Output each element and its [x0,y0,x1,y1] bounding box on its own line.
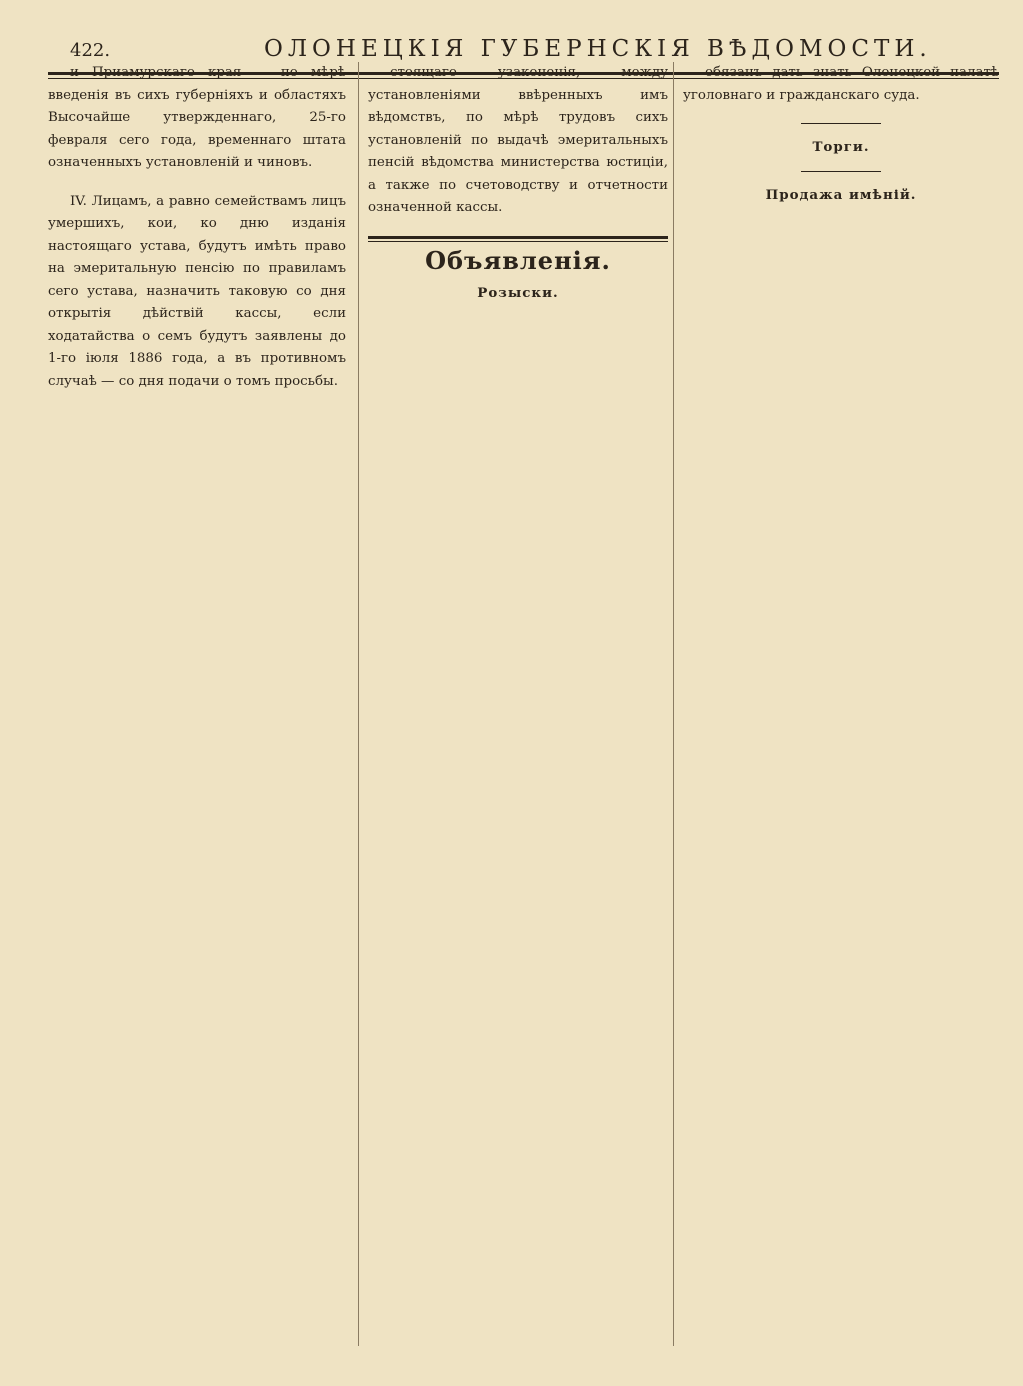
page-number: 422. [70,40,111,61]
section-heading: Розыски. [477,285,559,301]
column-3 [683,62,999,1356]
section-heading: Продажа имѣній. [765,186,917,203]
paragraph: обязанъ дать знать Олонецкой палатѣ уголовнаго и гражданскаго суда. [683,65,999,103]
paragraph: и Приамурскаго края — по мѣрѣ введенія въ сихъ губерніяхъ и областяхъ Высочайше утвержденнаго, 25-го февраля сего года, временнаго штата означенныхъ установленій и чиновъ. [48,65,346,170]
divider [368,236,668,239]
paragraph: стоящаго узаконенія, между установленіями ввѣренныхъ имъ вѣдомствъ, по мѣрѣ трудовъ сихъ установленій по выдачѣ эмеритальныхъ пенсій вѣдомства министерства юстиціи, а также по счетоводству и отчетности означенной кассы. [368,65,668,215]
divider [801,123,881,124]
section-heading: Торги. [812,139,870,155]
divider [801,171,881,172]
column-2 [368,62,668,1356]
paragraph: IV. Лицамъ, а равно семействамъ лицъ умершихъ, кои, ко дню изданія настоящаго устава, будутъ имѣть право на эмеритальную пенсію по правиламъ сего устава, назначить таковую со дня открытія дѣйствій кассы, если ходатайства о семъ будутъ заявлены до 1-го іюля 1886 года, а въ противномъ случаѣ — со дня подачи о томъ просьбы. [48,193,346,389]
divider [368,241,668,242]
columns [48,62,1003,1356]
newspaper-title: ОЛОНЕЦКІЯ ГУБЕРНСКІЯ ВѢДОМОСТИ. [264,36,932,62]
column-1 [48,62,346,1356]
section-title: Объявленія. [425,245,611,275]
